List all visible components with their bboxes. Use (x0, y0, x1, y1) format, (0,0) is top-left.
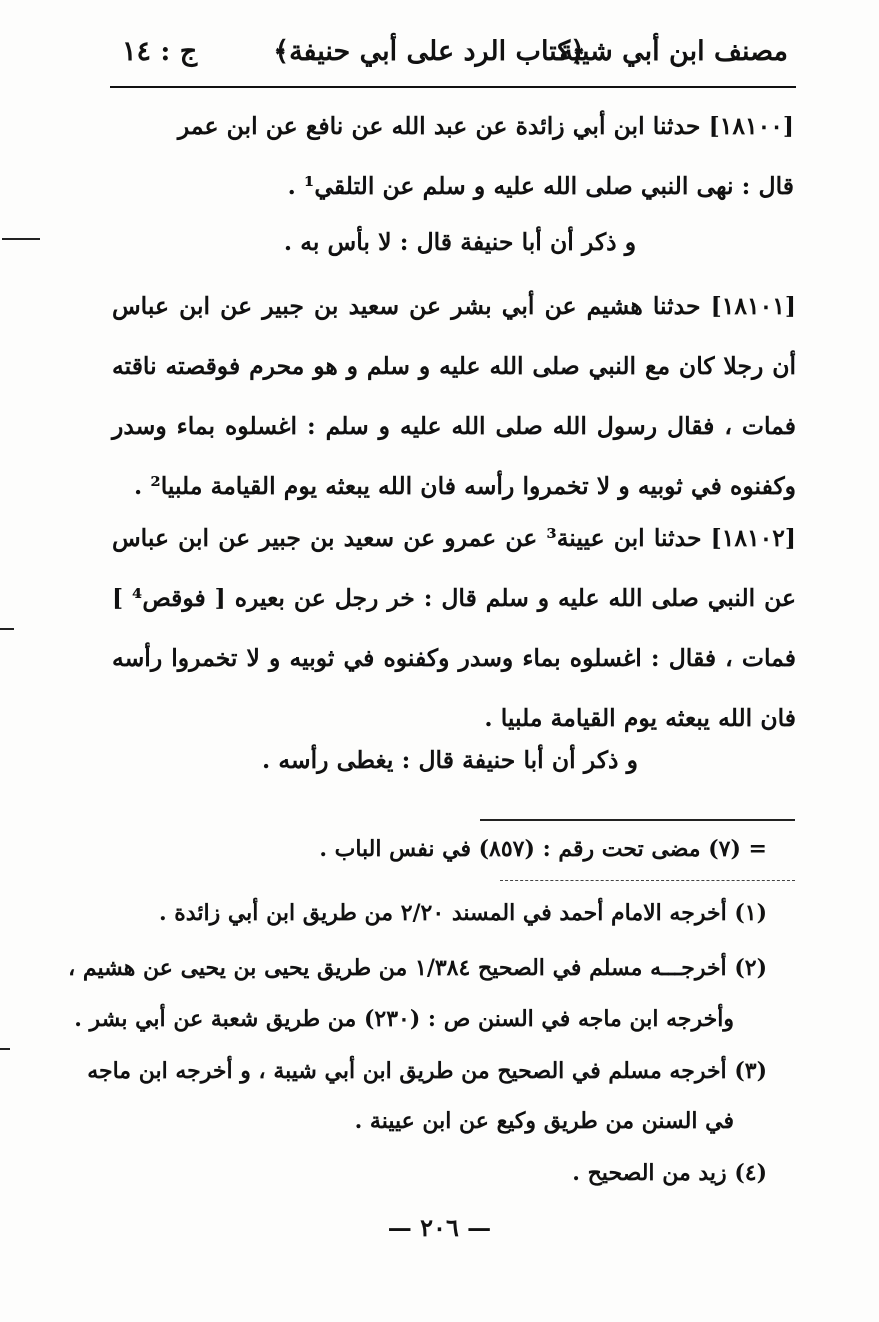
footnote-1: (١) أخرجه الامام أحمد في المسند ٢/٢٠ من طريق ابن أبي زائدة . (158, 900, 767, 926)
footnote-2-line1: (٢) أخرجـــه مسلم في الصحيح ١/٣٨٤ من طريق يحيى بن يحيى عن هشيم ، (68, 955, 767, 981)
footnote-cross-reference: = (٧) مضى تحت رقم : (٨٥٧) في نفس الباب . (319, 836, 767, 862)
header-rule (110, 86, 796, 88)
header-volume: ج : ١٤ (122, 36, 198, 67)
header-book-title: ﴿كتاب الرد على أبي حنيفة﴾ (273, 36, 586, 67)
header-title: مصنف ابن أبي شيبة (559, 36, 788, 67)
footnote-4: (٤) زيد من الصحيح . (572, 1160, 767, 1186)
entry-18101: [١٨١٠١] حدثنا هشيم عن أبي بشر عن سعيد بن جبير عن ابن عباس أن رجلا كان مع النبي صلى الله عليه و سلم و هو محرم فوقصته ناقته فمات ، فقال رسول الله صلى الله عليه و سلم : اغسلوه بماء وسدر وكفنوه في ثوبيه و لا تخمروا رأسه فان الله يبعثه يوم القيامة ملبيا² . (112, 292, 796, 500)
margin-mark-bottom (0, 1048, 10, 1050)
footnote-2-line2: وأخرجه ابن ماجه في السنن ص : (٢٣٠) من طريق شعبة عن أبي بشر . (74, 1006, 734, 1032)
footnote-3-line1: (٣) أخرجه مسلم في الصحيح من طريق ابن أبي شيبة ، و أخرجه ابن ماجه (87, 1058, 767, 1084)
margin-mark-top (2, 238, 40, 240)
footnote-dashed-rule (500, 880, 795, 881)
entry-18102: [١٨١٠٢] حدثنا ابن عيينة³ عن عمرو عن سعيد بن جبير عن ابن عباس عن النبي صلى الله عليه و سلم قال : خر رجل عن بعيره [ فوقص⁴ ] فمات ، فقال : اغسلوه بماء وسدر وكفنوه في ثوبيه و لا تخمروا رأسه فان الله يبعثه يوم القيامة ملبيا . (112, 524, 797, 732)
entry-18102-abu-hanifa-note: و ذكر أن أبا حنيفة قال : يغطى رأسه . (261, 746, 639, 774)
footnote-rule (480, 819, 795, 821)
page-header (112, 30, 796, 82)
margin-mark-middle (0, 628, 14, 630)
entry-18100-line2: قال : نهى النبي صلى الله عليه و سلم عن التلقي¹ . (287, 172, 794, 200)
page-number: — ٢٠٦ — (387, 1213, 492, 1242)
entry-18100-line1: [١٨١٠٠] حدثنا ابن أبي زائدة عن عبد الله عن نافع عن ابن عمر (177, 112, 794, 140)
footnote-3-line2: في السنن من طريق وكيع عن ابن عيينة . (354, 1108, 734, 1134)
entry-18100-abu-hanifa-note: و ذكر أن أبا حنيفة قال : لا بأس به . (283, 228, 637, 256)
